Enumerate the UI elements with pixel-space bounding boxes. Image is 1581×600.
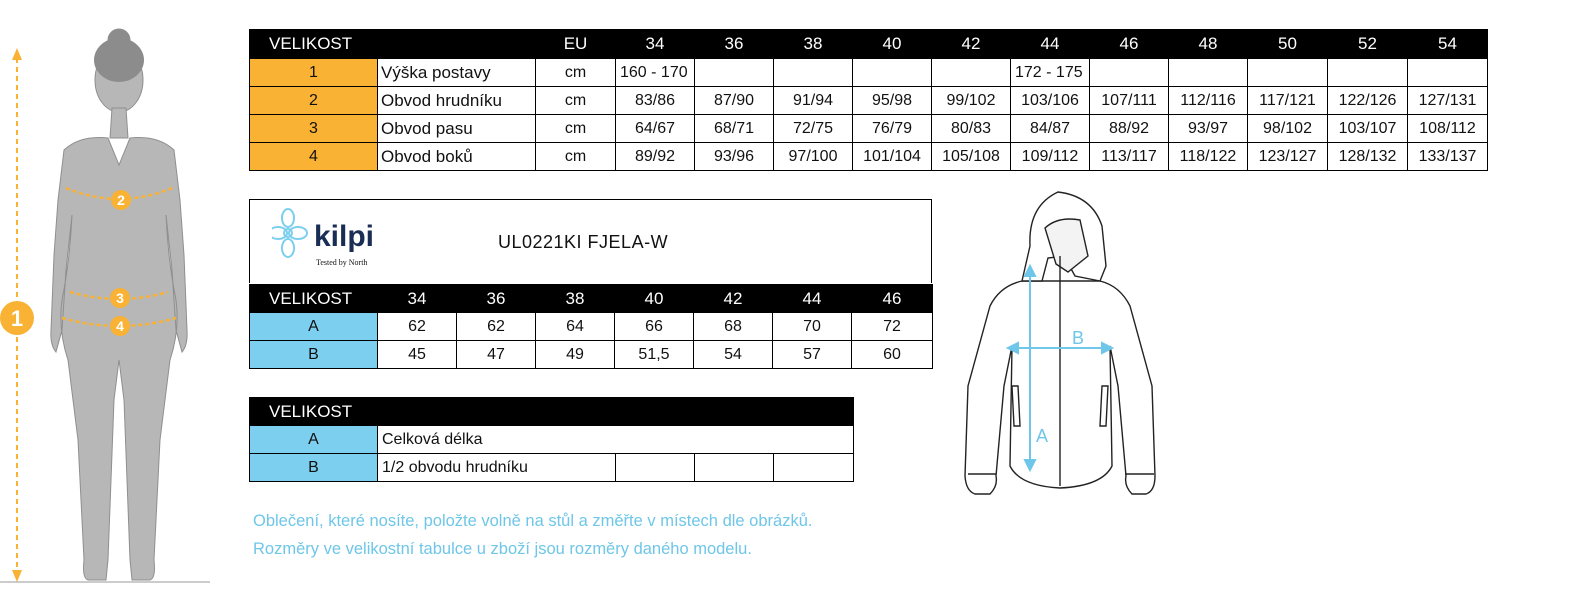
table-cell <box>695 59 774 87</box>
body-measurement-figure <box>0 0 230 600</box>
table-cell: 105/108 <box>932 143 1011 171</box>
table-cell: 62 <box>378 313 457 341</box>
row-number: 2 <box>250 87 378 115</box>
row-label: Obvod hrudníku <box>378 87 536 115</box>
row-number: 3 <box>250 115 378 143</box>
table-cell <box>774 454 854 482</box>
table-cell: 172 - 175 <box>1011 59 1090 87</box>
table-cell: 47 <box>457 341 536 369</box>
table-cell: 93/97 <box>1169 115 1248 143</box>
header-size: 44 <box>1011 30 1090 59</box>
table-cell: 68/71 <box>695 115 774 143</box>
table-cell <box>774 59 853 87</box>
table-cell <box>616 454 695 482</box>
table-row <box>250 454 854 482</box>
svg-text:1: 1 <box>10 306 24 331</box>
table-cell: 160 - 170 <box>616 59 695 87</box>
jacket-diagram <box>960 186 1160 506</box>
header-size: 36 <box>695 30 774 59</box>
table-cell: 133/137 <box>1408 143 1488 171</box>
product-header <box>249 199 932 283</box>
table-cell: 68 <box>694 313 773 341</box>
table-cell: 70 <box>773 313 852 341</box>
instruction-note: Rozměry ve velikostní tabulce u zboží jsou rozměry daného modelu. <box>253 540 752 558</box>
row-number: 4 <box>250 143 378 171</box>
header-size: 38 <box>774 30 853 59</box>
table-cell: 98/102 <box>1248 115 1328 143</box>
row-key: B <box>250 454 378 482</box>
table-cell: 103/107 <box>1328 115 1408 143</box>
table-row <box>250 426 854 454</box>
logo-tagline: Tested by North <box>316 258 368 267</box>
table-cell: 72 <box>852 313 933 341</box>
table-row <box>250 143 1488 171</box>
svg-text:kilpi: kilpi <box>314 220 375 253</box>
header-size: 44 <box>773 285 852 313</box>
table-cell: 113/117 <box>1090 143 1169 171</box>
table-cell <box>1408 59 1488 87</box>
jacket-label-a: A <box>1036 426 1049 446</box>
header-empty <box>774 398 854 426</box>
table-cell: 64 <box>536 313 615 341</box>
table-row <box>250 313 933 341</box>
table-row <box>250 341 933 369</box>
table-cell <box>1328 59 1408 87</box>
table-row <box>250 87 1488 115</box>
header-size: 36 <box>457 285 536 313</box>
table-cell: 72/75 <box>774 115 853 143</box>
table-cell: 51,5 <box>615 341 694 369</box>
table-cell <box>1248 59 1328 87</box>
table-cell <box>932 59 1011 87</box>
table-cell: 127/131 <box>1408 87 1488 115</box>
table-cell: 87/90 <box>695 87 774 115</box>
header-size: 38 <box>536 285 615 313</box>
svg-text:2: 2 <box>117 192 125 208</box>
table-cell: 80/83 <box>932 115 1011 143</box>
row-label: Výška postavy <box>378 59 536 87</box>
row-key: B <box>250 341 378 369</box>
header-size: 34 <box>378 285 457 313</box>
table-cell: 109/112 <box>1011 143 1090 171</box>
size-table-header <box>250 30 1488 59</box>
table-cell: 93/96 <box>695 143 774 171</box>
table-cell: 76/79 <box>853 115 932 143</box>
header-empty <box>378 398 616 426</box>
row-label: Obvod boků <box>378 143 536 171</box>
table-cell: 123/127 <box>1248 143 1328 171</box>
table-cell: 101/104 <box>853 143 932 171</box>
product-code: UL0221KI FJELA-W <box>498 232 669 252</box>
marker-3 <box>110 288 130 308</box>
header-size: 48 <box>1169 30 1248 59</box>
table-cell: 84/87 <box>1011 115 1090 143</box>
table-row <box>250 59 1488 87</box>
table-cell: 88/92 <box>1090 115 1169 143</box>
row-label: Obvod pasu <box>378 115 536 143</box>
table-cell: 108/112 <box>1408 115 1488 143</box>
instruction-note: Oblečení, které nosíte, položte volně na stůl a změřte v místech dle obrázků. <box>253 512 813 530</box>
table-cell <box>695 454 774 482</box>
row-unit: cm <box>536 87 616 115</box>
header-empty <box>695 398 774 426</box>
header-size: 40 <box>853 30 932 59</box>
row-unit: cm <box>536 115 616 143</box>
table-cell: 103/106 <box>1011 87 1090 115</box>
jacket-label-b: B <box>1072 328 1085 348</box>
table-cell <box>853 59 932 87</box>
table-cell: 49 <box>536 341 615 369</box>
table-cell: 112/116 <box>1169 87 1248 115</box>
table-cell: 99/102 <box>932 87 1011 115</box>
row-key: A <box>250 313 378 341</box>
header-size: 40 <box>615 285 694 313</box>
table-cell: 97/100 <box>774 143 853 171</box>
table-cell: 118/122 <box>1169 143 1248 171</box>
table-cell: 117/121 <box>1248 87 1328 115</box>
header-velikost: VELIKOST <box>250 30 378 59</box>
svg-text:4: 4 <box>116 318 124 334</box>
legend-table-header <box>250 398 854 426</box>
kilpi-logo <box>272 206 382 266</box>
row-number: 1 <box>250 59 378 87</box>
header-size: 52 <box>1328 30 1408 59</box>
marker-4 <box>110 316 130 336</box>
table-cell: 45 <box>378 341 457 369</box>
jacket-table-header <box>250 285 933 313</box>
table-cell: 122/126 <box>1328 87 1408 115</box>
legend-table <box>249 397 854 482</box>
table-cell: 54 <box>694 341 773 369</box>
header-empty <box>378 30 536 59</box>
table-cell: 62 <box>457 313 536 341</box>
header-size: 42 <box>932 30 1011 59</box>
legend-text: Celková délka <box>378 426 854 454</box>
jacket-size-table <box>249 284 933 369</box>
header-velikost: VELIKOST <box>250 398 378 426</box>
table-cell: 107/111 <box>1090 87 1169 115</box>
header-size: 54 <box>1408 30 1488 59</box>
table-cell: 95/98 <box>853 87 932 115</box>
marker-1 <box>0 301 34 335</box>
header-size: 46 <box>852 285 933 313</box>
legend-text: 1/2 obvodu hrudníku <box>378 454 616 482</box>
table-cell <box>1090 59 1169 87</box>
header-velikost: VELIKOST <box>250 285 378 313</box>
table-cell: 128/132 <box>1328 143 1408 171</box>
svg-text:3: 3 <box>116 290 124 306</box>
header-size: 50 <box>1248 30 1328 59</box>
header-size: 46 <box>1090 30 1169 59</box>
table-cell: 60 <box>852 341 933 369</box>
row-key: A <box>250 426 378 454</box>
header-eu: EU <box>536 30 616 59</box>
table-cell: 89/92 <box>616 143 695 171</box>
marker-2 <box>111 190 131 210</box>
size-table <box>249 29 1488 171</box>
header-empty <box>616 398 695 426</box>
header-size: 34 <box>616 30 695 59</box>
table-cell: 83/86 <box>616 87 695 115</box>
header-size: 42 <box>694 285 773 313</box>
row-unit: cm <box>536 143 616 171</box>
table-cell: 57 <box>773 341 852 369</box>
table-cell: 91/94 <box>774 87 853 115</box>
table-cell: 64/67 <box>616 115 695 143</box>
row-unit: cm <box>536 59 616 87</box>
table-row <box>250 115 1488 143</box>
table-cell <box>1169 59 1248 87</box>
table-cell: 66 <box>615 313 694 341</box>
